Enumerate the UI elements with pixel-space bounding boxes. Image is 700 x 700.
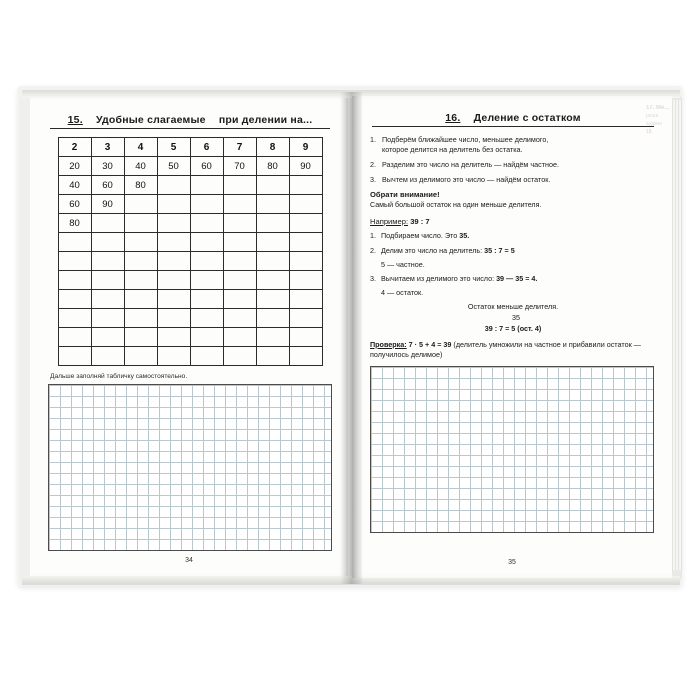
step-sub-text: 4 — остаток. bbox=[381, 288, 424, 297]
table-cell-empty[interactable] bbox=[124, 309, 157, 328]
table-cell[interactable]: 20 bbox=[58, 157, 91, 176]
table-cell[interactable]: 40 bbox=[124, 157, 157, 176]
table-cell-empty[interactable] bbox=[91, 271, 124, 290]
left-page-note: Дальше заполняй табличку самостоятельно. bbox=[50, 373, 188, 380]
table-cell-empty[interactable] bbox=[58, 328, 91, 347]
right-section-number: 16. bbox=[445, 112, 461, 124]
table-cell-empty[interactable] bbox=[256, 328, 289, 347]
table-cell-empty[interactable] bbox=[256, 214, 289, 233]
table-cell-empty[interactable] bbox=[223, 309, 256, 328]
step-item bbox=[370, 246, 656, 257]
right-page-number: 35 bbox=[508, 559, 516, 566]
table-cell-empty[interactable] bbox=[58, 233, 91, 252]
example-heading bbox=[370, 217, 656, 226]
right-page-content bbox=[352, 96, 672, 578]
table-cell-empty[interactable] bbox=[124, 233, 157, 252]
table-header-cell: 5 bbox=[157, 138, 190, 157]
table-cell-empty[interactable] bbox=[256, 176, 289, 195]
table-row bbox=[58, 328, 322, 347]
attention-text: Самый большой остаток на один меньше делителя. bbox=[370, 201, 542, 209]
table-header-cell: 6 bbox=[190, 138, 223, 157]
table-cell-empty[interactable] bbox=[256, 271, 289, 290]
table-cell-empty[interactable] bbox=[190, 271, 223, 290]
left-section-number: 15. bbox=[67, 114, 83, 126]
step-item bbox=[370, 274, 656, 285]
check-expression: 7 · 5 + 4 = 39 bbox=[408, 339, 452, 349]
table-cell[interactable]: 90 bbox=[91, 195, 124, 214]
table-cell-empty[interactable] bbox=[124, 195, 157, 214]
table-cell-empty[interactable] bbox=[256, 195, 289, 214]
table-cell-empty[interactable] bbox=[58, 290, 91, 309]
table-row bbox=[58, 233, 322, 252]
table-cell-empty[interactable] bbox=[223, 252, 256, 271]
table-header-row bbox=[58, 138, 322, 157]
left-page bbox=[30, 98, 348, 576]
table-header-cell: 2 bbox=[58, 138, 91, 157]
divisors-table[interactable] bbox=[58, 137, 323, 366]
steps-list bbox=[370, 231, 656, 256]
step-marker: 1. bbox=[370, 231, 376, 240]
table-cell-empty[interactable] bbox=[190, 195, 223, 214]
table-cell-empty[interactable] bbox=[190, 309, 223, 328]
left-page-number: 34 bbox=[185, 557, 193, 564]
show-through-line-2: реши bbox=[646, 113, 659, 119]
table-header-cell: 9 bbox=[289, 138, 322, 157]
table-cell-empty[interactable] bbox=[124, 347, 157, 366]
table-cell-empty[interactable] bbox=[58, 271, 91, 290]
table-cell-empty[interactable] bbox=[190, 252, 223, 271]
check-line bbox=[370, 340, 656, 361]
table-header-cell: 7 bbox=[223, 138, 256, 157]
table-cell-empty[interactable] bbox=[190, 328, 223, 347]
table-row bbox=[58, 157, 322, 176]
step-sub-text: 5 — частное. bbox=[381, 260, 425, 269]
show-through-line-1: 17. Ме... bbox=[646, 105, 670, 111]
step-bold: 35. bbox=[459, 231, 470, 240]
table-cell[interactable]: 90 bbox=[289, 157, 322, 176]
table-row bbox=[58, 252, 322, 271]
table-header-cell: 4 bbox=[124, 138, 157, 157]
table-cell-empty[interactable] bbox=[157, 271, 190, 290]
table-cell-empty[interactable] bbox=[157, 290, 190, 309]
table-row bbox=[58, 309, 322, 328]
table-cell-empty[interactable] bbox=[289, 328, 322, 347]
table-cell-empty[interactable] bbox=[157, 233, 190, 252]
rule-item bbox=[370, 175, 656, 185]
right-graph-paper[interactable] bbox=[370, 366, 654, 533]
table-cell-empty[interactable] bbox=[91, 214, 124, 233]
right-page-heading bbox=[370, 112, 656, 124]
rule-item bbox=[370, 135, 656, 155]
table-cell-empty[interactable] bbox=[289, 271, 322, 290]
check-text-1: (делитель умножили на частное и bbox=[453, 339, 567, 349]
table-cell[interactable]: 80 bbox=[256, 157, 289, 176]
rule-text-line1: Подберём ближайшее число, меньшее делимого, bbox=[382, 135, 549, 144]
table-cell[interactable]: 80 bbox=[58, 214, 91, 233]
table-header-cell: 3 bbox=[91, 138, 124, 157]
table-cell[interactable]: 40 bbox=[58, 176, 91, 195]
table-cell-empty[interactable] bbox=[157, 176, 190, 195]
right-title-underline bbox=[372, 126, 654, 127]
table-cell-empty[interactable] bbox=[223, 214, 256, 233]
table-cell-empty[interactable] bbox=[124, 214, 157, 233]
table-cell-empty[interactable] bbox=[223, 271, 256, 290]
step-bold: 35 : 7 = 5 bbox=[484, 245, 515, 255]
table-cell-empty[interactable] bbox=[91, 290, 124, 309]
show-through-line-3: задачи bbox=[646, 121, 663, 127]
rule-marker: 3. bbox=[370, 175, 376, 184]
check-label: Проверка: bbox=[370, 339, 407, 349]
left-page-heading bbox=[48, 114, 332, 126]
table-cell-empty[interactable] bbox=[289, 176, 322, 195]
right-page bbox=[352, 96, 672, 578]
table-cell-empty[interactable] bbox=[124, 328, 157, 347]
table-cell-empty[interactable] bbox=[289, 252, 322, 271]
table-cell-empty[interactable] bbox=[58, 309, 91, 328]
table-cell-empty[interactable] bbox=[190, 176, 223, 195]
table-cell-empty[interactable] bbox=[223, 233, 256, 252]
table-cell-empty[interactable] bbox=[157, 328, 190, 347]
left-section-title: Удобные слагаемые bbox=[95, 114, 206, 126]
table-cell-empty[interactable] bbox=[256, 309, 289, 328]
table-row bbox=[58, 347, 322, 366]
step-text: Делим это число на делитель: bbox=[381, 245, 485, 255]
rule-text-line1: Вычтем из делимого это число — найдём остаток. bbox=[382, 175, 551, 184]
attention-title: Обрати внимание! bbox=[370, 190, 440, 199]
table-cell-empty[interactable] bbox=[157, 309, 190, 328]
table-cell[interactable]: 30 bbox=[91, 157, 124, 176]
example-expression: 39 : 7 bbox=[410, 217, 430, 226]
table-row bbox=[58, 176, 322, 195]
check-text-2: прибавили остаток — получилось делимое) bbox=[370, 339, 641, 359]
table-cell-empty[interactable] bbox=[289, 309, 322, 328]
remainder-note: Остаток меньше делителя. bbox=[467, 301, 559, 311]
table-cell-empty[interactable] bbox=[289, 195, 322, 214]
left-graph-paper[interactable] bbox=[48, 384, 332, 551]
left-page-content bbox=[30, 98, 348, 576]
table-cell-empty[interactable] bbox=[289, 290, 322, 309]
table-cell[interactable]: 60 bbox=[58, 195, 91, 214]
table-cell-empty[interactable] bbox=[223, 290, 256, 309]
example-label: Например: bbox=[370, 217, 409, 226]
table-cell-empty[interactable] bbox=[157, 347, 190, 366]
left-title-underline bbox=[50, 128, 330, 129]
table-cell-empty[interactable] bbox=[190, 290, 223, 309]
table-cell[interactable]: 60 bbox=[91, 176, 124, 195]
division-minuend: 35 bbox=[512, 312, 520, 322]
table-cell-empty[interactable] bbox=[256, 347, 289, 366]
show-through-line-4: 18. bbox=[646, 129, 653, 135]
table-cell-empty[interactable] bbox=[91, 328, 124, 347]
steps-list-continued bbox=[370, 274, 656, 285]
step-text: Подбираем число. Это bbox=[381, 231, 460, 240]
divisors-table-body bbox=[58, 138, 322, 366]
table-cell-empty[interactable] bbox=[289, 347, 322, 366]
step-item bbox=[370, 231, 656, 242]
table-cell-empty[interactable] bbox=[190, 347, 223, 366]
table-cell-empty[interactable] bbox=[157, 214, 190, 233]
table-cell-empty[interactable] bbox=[157, 195, 190, 214]
table-cell-empty[interactable] bbox=[58, 252, 91, 271]
left-section-title-tail: при делении на... bbox=[218, 114, 313, 126]
division-result: 39 : 7 = 5 (ост. 4) bbox=[484, 323, 542, 333]
table-cell-empty[interactable] bbox=[256, 252, 289, 271]
table-row bbox=[58, 290, 322, 309]
table-row bbox=[58, 195, 322, 214]
table-cell-empty[interactable] bbox=[58, 347, 91, 366]
step-marker: 3. bbox=[370, 273, 376, 283]
table-cell-empty[interactable] bbox=[289, 214, 322, 233]
table-cell-empty[interactable] bbox=[124, 271, 157, 290]
table-cell-empty[interactable] bbox=[124, 290, 157, 309]
step-text: Вычитаем из делимого это число: bbox=[381, 273, 497, 283]
table-row bbox=[58, 271, 322, 290]
table-cell-empty[interactable] bbox=[124, 252, 157, 271]
table-cell-empty[interactable] bbox=[190, 233, 223, 252]
rule-text-line2: которое делится на делитель без остатка. bbox=[382, 145, 523, 154]
rule-marker: 2. bbox=[370, 160, 376, 169]
table-header-cell: 8 bbox=[256, 138, 289, 157]
rule-item bbox=[370, 160, 656, 170]
table-cell-empty[interactable] bbox=[223, 176, 256, 195]
table-cell-empty[interactable] bbox=[223, 347, 256, 366]
table-cell-empty[interactable] bbox=[256, 233, 289, 252]
table-cell-empty[interactable] bbox=[91, 309, 124, 328]
show-through-text bbox=[646, 104, 692, 404]
table-row bbox=[58, 214, 322, 233]
table-cell[interactable]: 80 bbox=[124, 176, 157, 195]
table-cell-empty[interactable] bbox=[91, 347, 124, 366]
rules-list bbox=[370, 135, 656, 185]
table-cell-empty[interactable] bbox=[190, 214, 223, 233]
table-cell[interactable]: 60 bbox=[190, 157, 223, 176]
rule-text-line1: Разделим это число на делитель — найдём частное. bbox=[382, 160, 559, 169]
rule-marker: 1. bbox=[370, 135, 376, 144]
table-cell-empty[interactable] bbox=[289, 233, 322, 252]
table-cell[interactable]: 70 bbox=[223, 157, 256, 176]
table-cell[interactable]: 50 bbox=[157, 157, 190, 176]
step-marker: 2. bbox=[370, 245, 376, 255]
table-cell-empty[interactable] bbox=[256, 290, 289, 309]
table-cell-empty[interactable] bbox=[223, 328, 256, 347]
step-bold: 39 — 35 = 4. bbox=[496, 273, 538, 283]
table-cell-empty[interactable] bbox=[223, 195, 256, 214]
table-cell-empty[interactable] bbox=[91, 252, 124, 271]
table-cell-empty[interactable] bbox=[91, 233, 124, 252]
table-cell-empty[interactable] bbox=[157, 252, 190, 271]
right-section-title: Деление с остатком bbox=[473, 112, 581, 124]
